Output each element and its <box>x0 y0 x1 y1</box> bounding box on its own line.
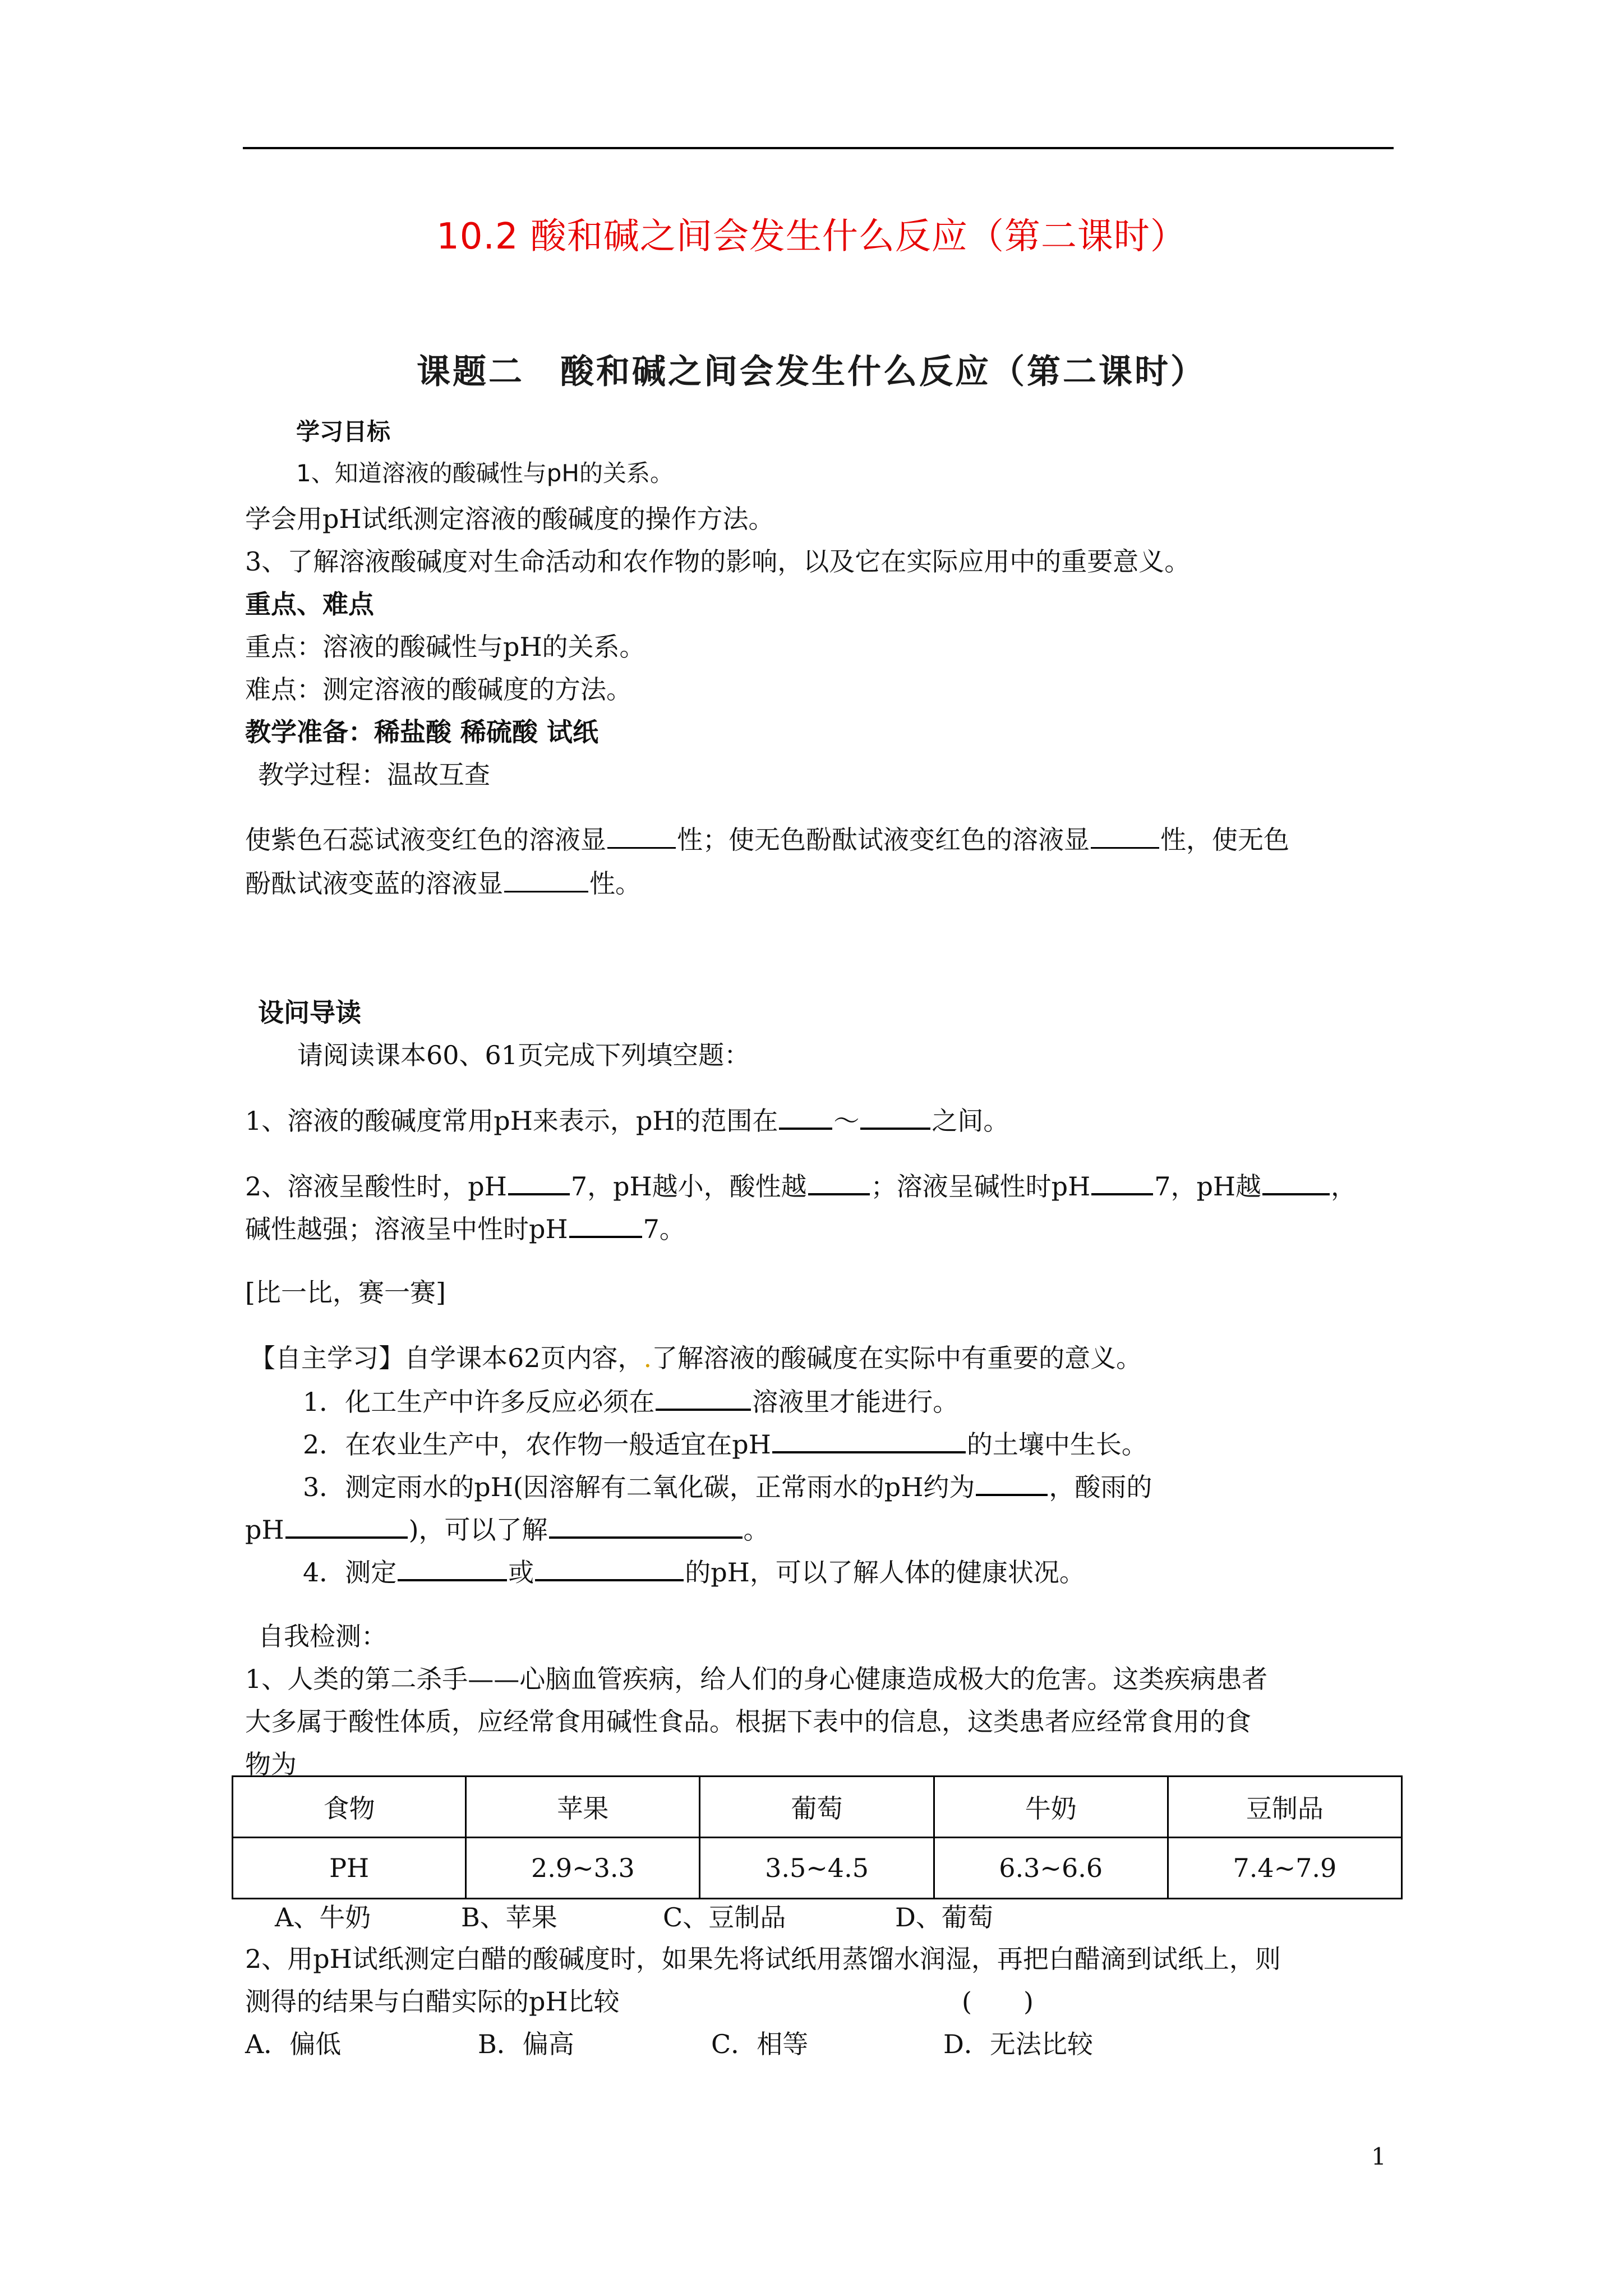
blank <box>535 1554 684 1581</box>
table-cell: 7.4~7.9 <box>1168 1838 1401 1899</box>
table-cell: 2.9~3.3 <box>466 1838 700 1899</box>
table-cell: 6.3~6.6 <box>934 1838 1168 1899</box>
blank <box>569 1211 642 1238</box>
objective-3: 3、了解溶液酸碱度对生命活动和农作物的影响，以及它在实际应用中的重要意义。 <box>245 546 1191 577</box>
blank <box>779 1103 832 1130</box>
q2-option-a: A．偏低 <box>245 2029 342 2059</box>
table-cell: 3.5~4.5 <box>700 1838 934 1899</box>
q2-option-c: C．相等 <box>711 2029 809 2059</box>
blank <box>398 1554 507 1581</box>
key-points-heading: 重点、难点 <box>245 589 374 619</box>
self-test-q1-line-2: 大多属于酸性体质，应经常食用碱性食品。根据下表中的信息，这类患者应经常食用的食 <box>245 1706 1251 1737</box>
objectives-heading: 学习目标 <box>296 418 391 445</box>
review-line-1: 使紫色石蕊试液变红色的溶液显 性；使无色酚酞试液变红色的溶液显 性，使无色 <box>245 825 1289 855</box>
guide-heading: 设问导读 <box>258 997 361 1028</box>
table-cell: 食物 <box>233 1777 466 1838</box>
q2-option-d: D．无法比较 <box>943 2029 1093 2059</box>
self-test-q1-line-3: 物为 <box>245 1749 297 1779</box>
page-number: 1 <box>1371 2143 1386 2170</box>
self-study-item-2: 2．在农业生产中，农作物一般适宜在pH 的土壤中生长。 <box>303 1427 1147 1461</box>
blank <box>285 1512 408 1539</box>
table-cell: PH <box>233 1838 466 1899</box>
q1-option-d: D、葡萄 <box>895 1902 993 1932</box>
blank <box>504 868 588 892</box>
self-test-q1-line-1: 1、人类的第二杀手——心脑血管疾病，给人们的身心健康造成极大的危害。这类疾病患者 <box>245 1664 1268 1694</box>
compare-heading: [比一比，赛一赛] <box>245 1277 446 1308</box>
blank <box>860 1103 930 1130</box>
q1-option-b: B、苹果 <box>461 1902 557 1932</box>
self-study-item-3-cont: pH )，可以了解 。 <box>245 1512 769 1547</box>
food-ph-table <box>232 1775 1403 1899</box>
self-test-q2-line-2: 测得的结果与白醋实际的pH比较 <box>245 1986 620 2017</box>
blank <box>1091 825 1159 849</box>
self-study-item-1: 1．化工生产中许多反应必须在 溶液里才能进行。 <box>303 1384 958 1419</box>
key-point: 重点：溶液的酸碱性与pH的关系。 <box>245 632 645 662</box>
blank <box>976 1469 1048 1496</box>
table-cell: 苹果 <box>466 1777 700 1838</box>
self-study-item-3: 3．测定雨水的pH(因溶解有二氧化碳，正常雨水的pH约为 ，酸雨的 <box>303 1469 1152 1504</box>
page-title: 10.2 酸和碱之间会发生什么反应（第二课时） <box>436 216 1187 257</box>
objective-1: 1、知道溶液的酸碱性与pH的关系。 <box>296 459 674 487</box>
guide-intro: 请阅读课本60、61页完成下列填空题： <box>297 1040 750 1070</box>
blank <box>1262 1168 1330 1195</box>
blank <box>607 825 676 849</box>
self-study-intro: 【自主学习】自学课本62页内容，.了解溶液的酸碱度在实际中有重要的意义。 <box>250 1343 1142 1373</box>
blank <box>549 1512 743 1539</box>
blank <box>508 1168 570 1195</box>
objective-2: 学会用pH试纸测定溶液的酸碱度的操作方法。 <box>245 504 774 534</box>
guide-question-1: 1、溶液的酸碱度常用pH来表示，pH的范围在 ～ 之间。 <box>245 1103 1009 1138</box>
q2-option-b: B．偏高 <box>478 2029 574 2059</box>
table-cell: 牛奶 <box>934 1777 1168 1838</box>
blank <box>1091 1168 1153 1195</box>
guide-question-2-cont: 碱性越强；溶液呈中性时pH 7。 <box>245 1211 685 1246</box>
teaching-preparation: 教学准备：稀盐酸 稀硫酸 试纸 <box>245 717 599 747</box>
blank <box>772 1427 966 1453</box>
table-cell: 葡萄 <box>700 1777 934 1838</box>
teaching-process: 教学过程：温故互查 <box>258 760 490 790</box>
answer-parentheses: ( ) <box>962 1986 1034 2017</box>
header-rule <box>243 147 1394 149</box>
lesson-subtitle: 课题二 酸和碱之间会发生什么反应（第二课时） <box>417 352 1206 392</box>
table-row <box>233 1838 1402 1899</box>
review-line-2: 酚酞试液变蓝的溶液显 性。 <box>245 868 641 899</box>
q1-option-c: C、豆制品 <box>663 1902 786 1932</box>
self-test-q2-line-1: 2、用pH试纸测定白醋的酸碱度时，如果先将试纸用蒸馏水润湿，再把白醋滴到试纸上，则 <box>245 1944 1281 1974</box>
self-study-item-4: 4．测定 或 的pH，可以了解人体的健康状况。 <box>303 1554 1085 1589</box>
blank <box>808 1168 870 1195</box>
self-test-heading: 自我检测： <box>258 1621 387 1651</box>
guide-question-2: 2、溶液呈酸性时，pH 7，pH越小，酸性越 ；溶液呈碱性时pH 7，pH越 ， <box>245 1168 1357 1203</box>
table-cell: 豆制品 <box>1168 1777 1401 1838</box>
blank <box>656 1384 751 1411</box>
table-header-row <box>233 1777 1402 1838</box>
difficulty-point: 难点：测定溶液的酸碱度的方法。 <box>245 674 632 705</box>
q1-option-a: A、牛奶 <box>275 1902 371 1932</box>
